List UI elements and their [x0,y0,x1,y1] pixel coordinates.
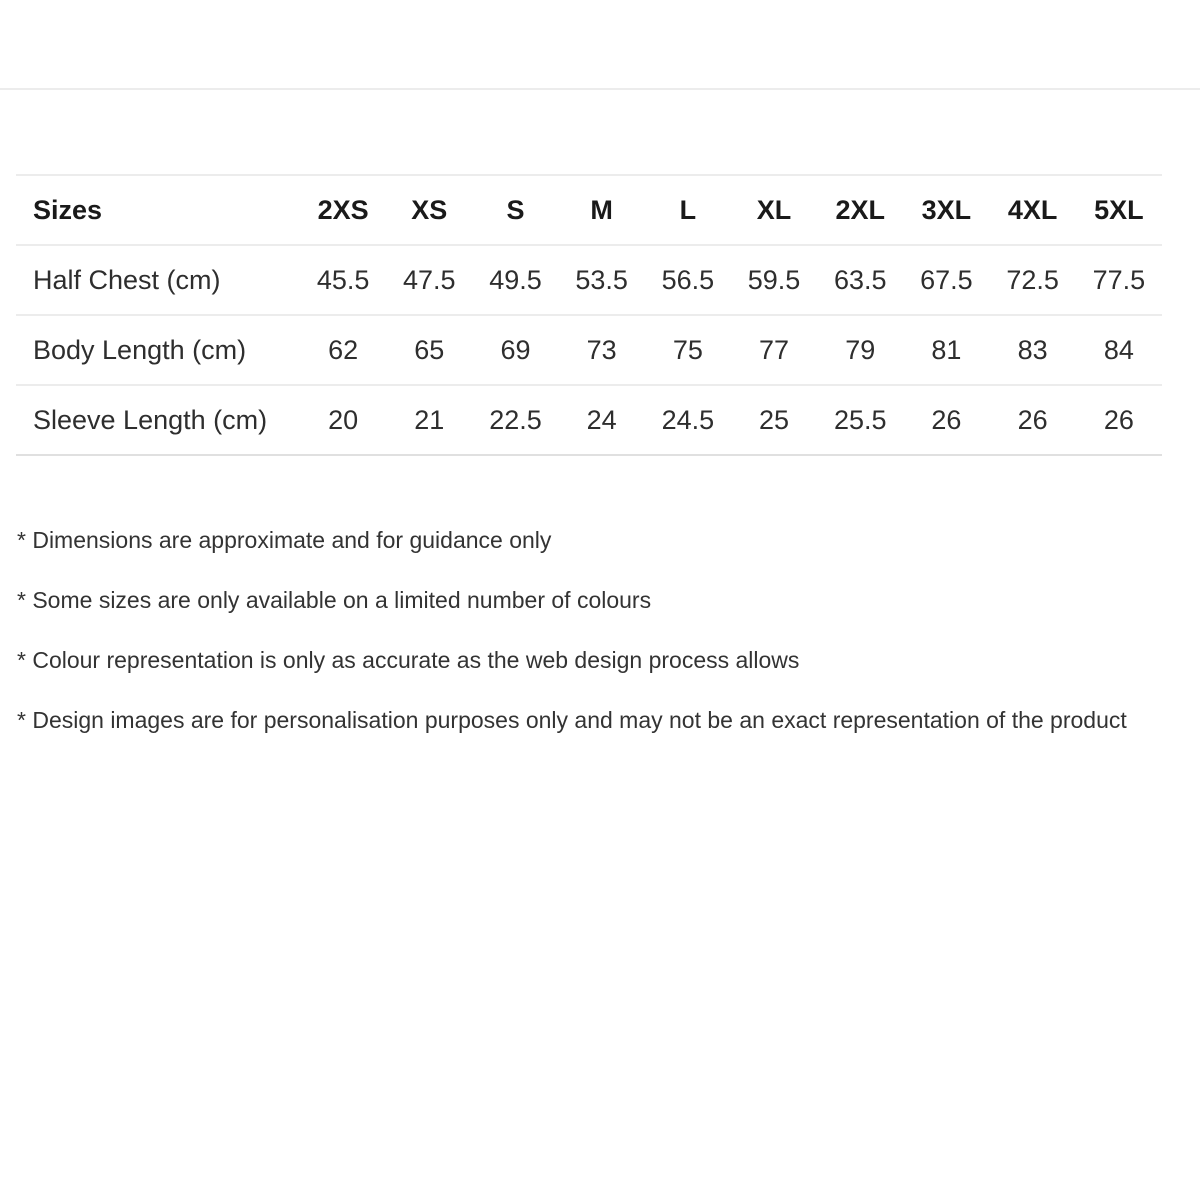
size-column-header-xl: XL [756,194,792,225]
measurement-value: 79 [845,334,876,365]
measurement-value: 25 [759,404,790,435]
measurement-value: 26 [1103,404,1134,435]
measurement-value: 26 [1017,404,1048,435]
measurement-value: 77.5 [1092,264,1146,295]
measurement-value: 67.5 [920,264,973,295]
measurement-row-label: Half Chest (cm) [33,264,221,295]
size-column-header-xs: XS [411,194,448,225]
measurement-value: 83 [1017,334,1048,365]
measurement-value: 49.5 [489,264,542,295]
measurement-value: 25.5 [833,404,887,435]
section-divider [0,88,1200,90]
size-chart-table [16,174,1162,456]
size-column-header-l: L [679,194,697,225]
measurement-value: 59.5 [747,264,801,295]
size-column-header-s: S [506,194,525,225]
measurement-value: 26 [931,404,962,435]
measurement-row-sleeve-length [16,385,1162,455]
measurement-value: 24 [586,404,617,435]
size-column-header-5xl: 5XL [1094,194,1144,225]
measurement-value: 77 [759,334,790,365]
measurement-value: 56.5 [661,264,715,295]
size-chart-title: Sizes [33,194,103,225]
size-column-header-4xl: 4XL [1007,194,1058,225]
measurement-row-label: Sleeve Length (cm) [33,404,268,435]
measurement-row-body-length [16,315,1162,385]
footnote-colour-representation: * Colour representation is only as accurate as the web design process allows [17,647,800,673]
measurement-value: 24.5 [661,404,715,435]
size-column-header-3xl: 3XL [921,194,972,225]
size-column-header-m: M [590,194,613,225]
measurement-value: 84 [1103,334,1134,365]
footnote-design-images: * Design images are for personalisation purposes only and may not be an exact representation of the product [17,707,1127,733]
footnotes [17,510,1197,750]
measurement-value: 53.5 [575,264,628,295]
measurement-value: 65 [414,334,445,365]
measurement-value: 69 [500,334,531,365]
measurement-row-half-chest [16,245,1162,315]
measurement-value: 47.5 [403,264,456,295]
size-column-header-2xl: 2XL [835,194,885,225]
measurement-value: 21 [414,404,445,435]
measurement-value: 45.5 [316,264,370,295]
measurement-value: 75 [672,334,703,365]
measurement-value: 72.5 [1006,264,1059,295]
measurement-value: 22.5 [489,404,542,435]
footnote-dimensions: * Dimensions are approximate and for guidance only [17,527,552,553]
measurement-value: 73 [586,334,617,365]
footnote-sizes-availability: * Some sizes are only available on a limited number of colours [17,587,652,613]
measurement-row-label: Body Length (cm) [33,334,247,365]
size-chart-header-row [16,175,1162,245]
size-column-header-2xs: 2XS [317,194,369,225]
measurement-value: 20 [328,404,359,435]
measurement-value: 81 [931,334,962,365]
measurement-value: 63.5 [833,264,887,295]
measurement-value: 62 [328,334,359,365]
